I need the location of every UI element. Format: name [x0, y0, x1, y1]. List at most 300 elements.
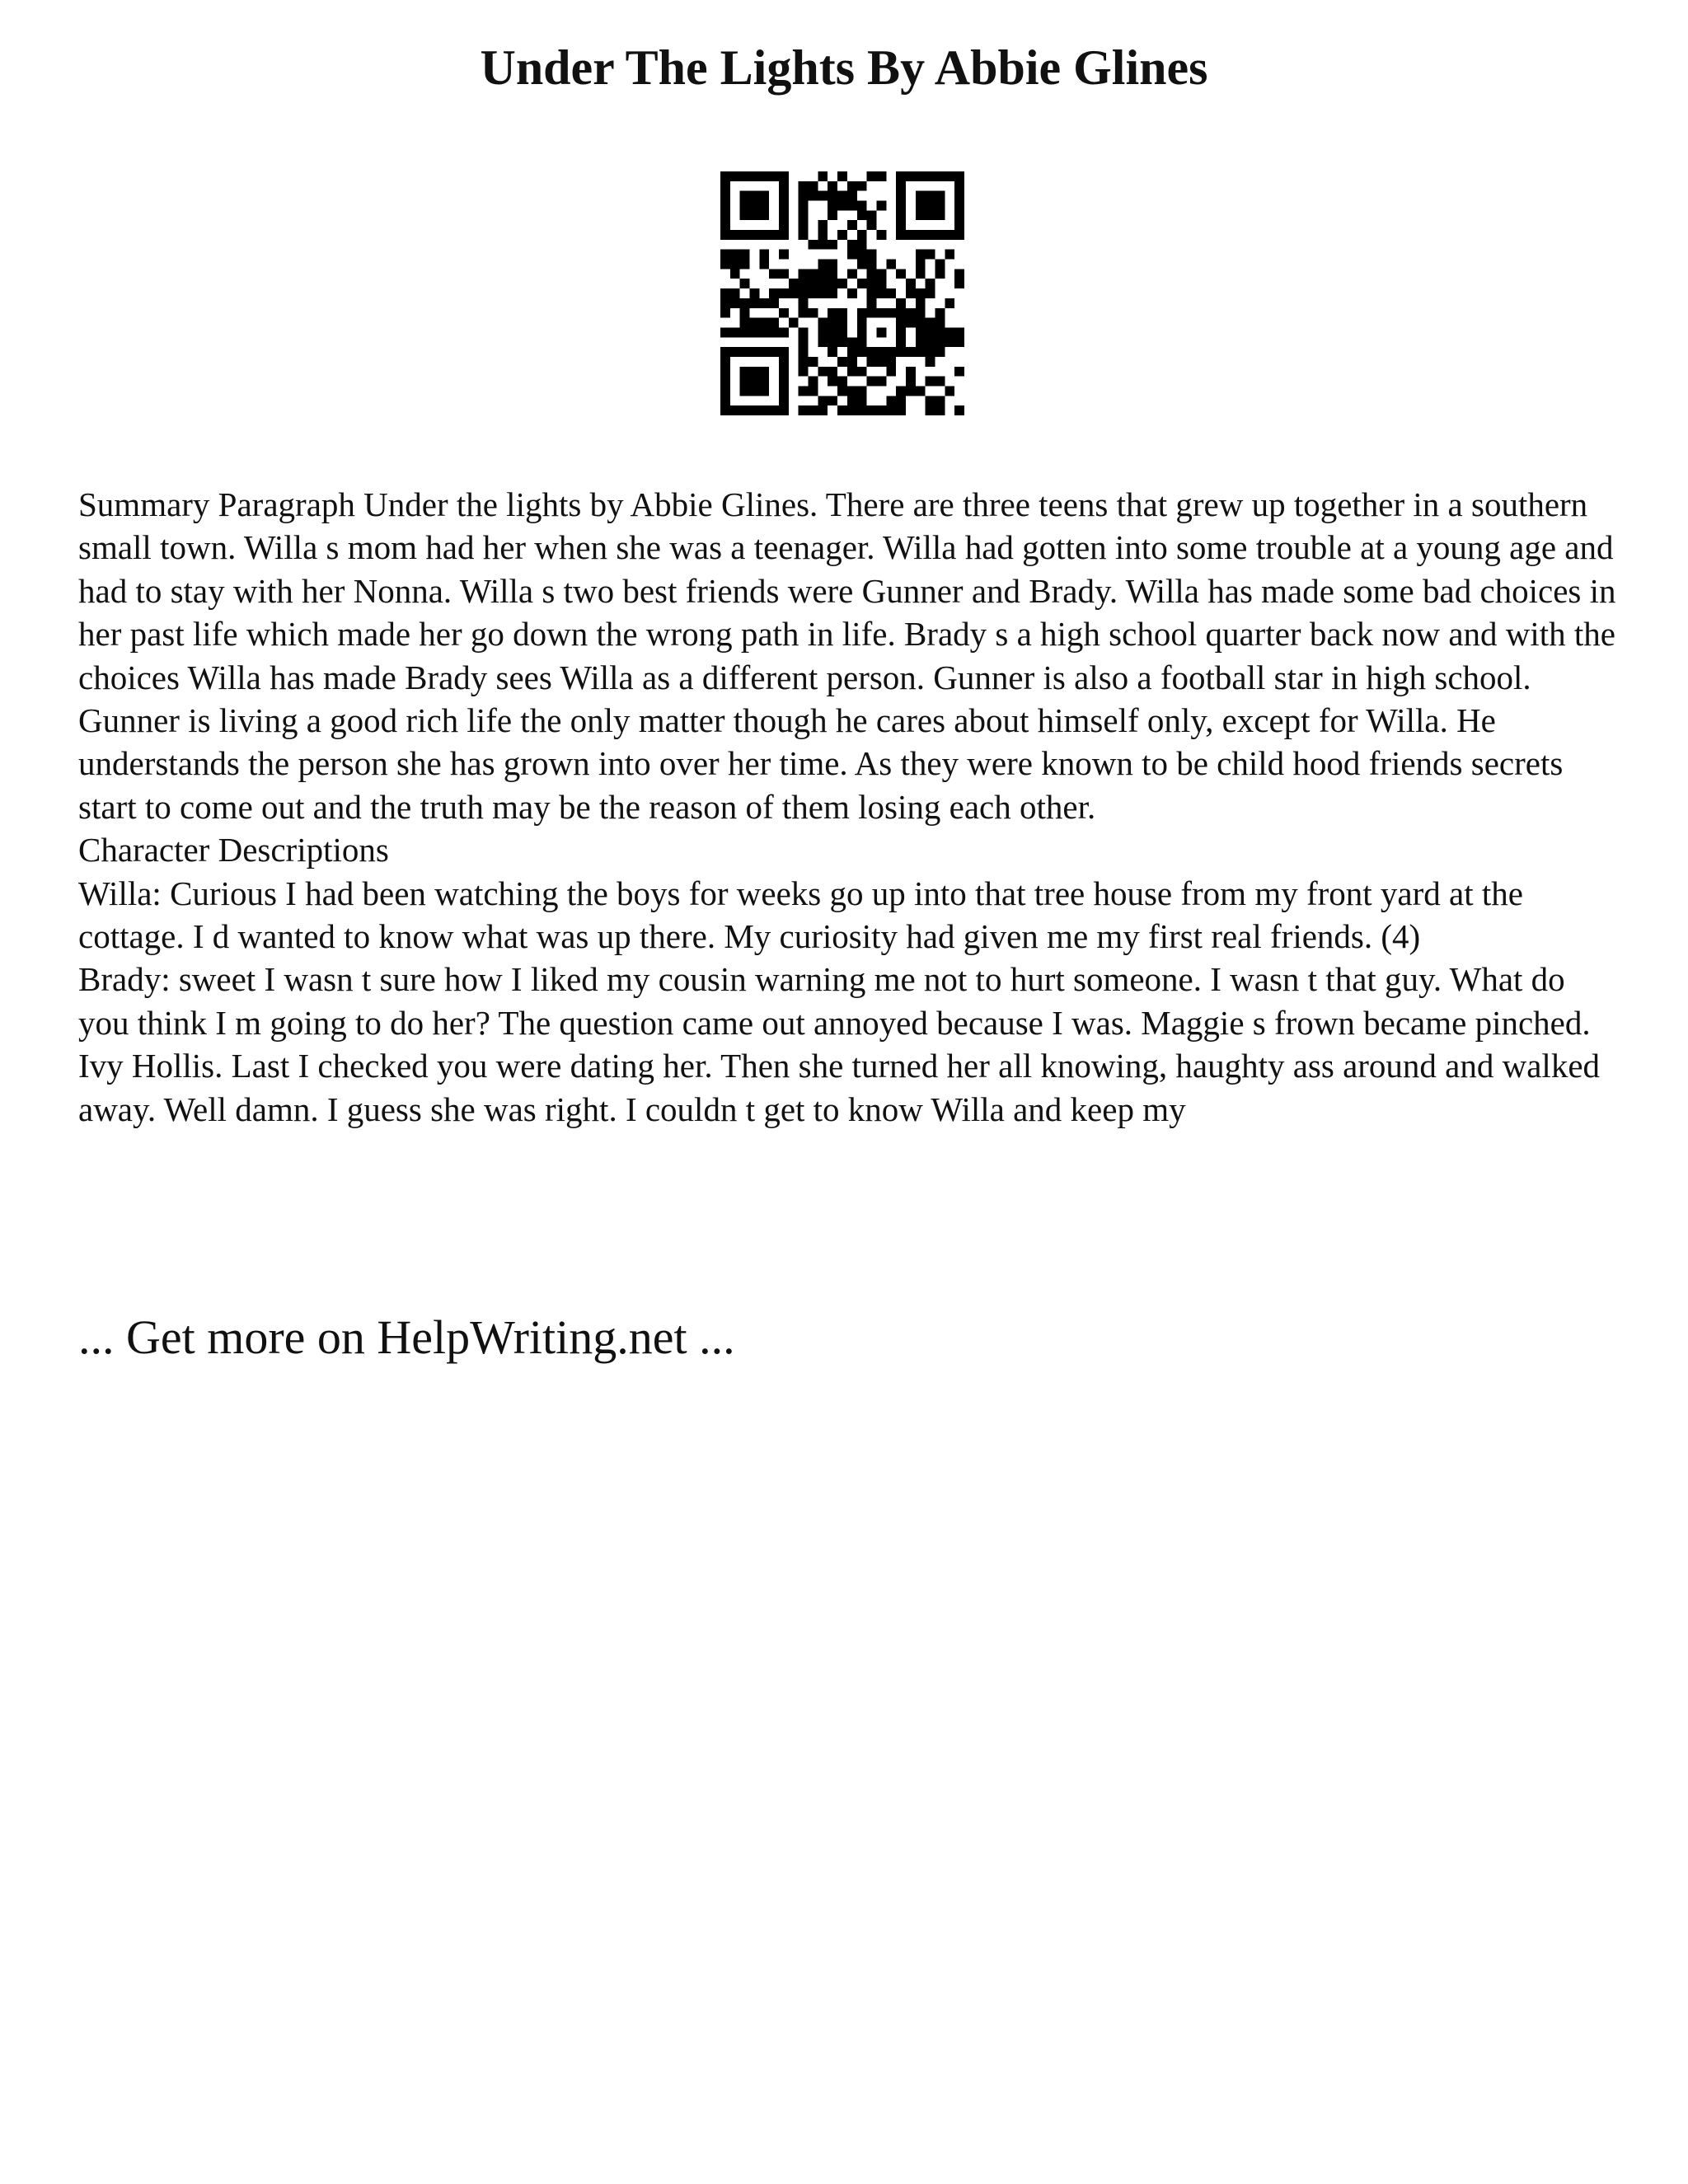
- qr-module: [867, 260, 877, 269]
- qr-module: [740, 201, 750, 211]
- qr-module: [720, 220, 730, 230]
- qr-module: [809, 181, 818, 191]
- qr-module: [847, 191, 857, 201]
- qr-module: [837, 377, 847, 387]
- qr-module: [896, 337, 906, 347]
- qr-module: [799, 308, 809, 318]
- qr-module: [896, 396, 906, 405]
- qr-module: [857, 318, 867, 328]
- qr-module: [896, 347, 906, 357]
- qr-module: [828, 288, 837, 298]
- qr-module: [935, 347, 945, 357]
- qr-module: [916, 269, 926, 279]
- qr-module: [809, 308, 818, 318]
- qr-module: [779, 386, 789, 396]
- qr-module: [847, 220, 857, 230]
- qr-module: [954, 220, 964, 230]
- qr-module: [809, 357, 818, 367]
- qr-module: [818, 230, 828, 240]
- qr-module: [730, 347, 740, 357]
- qr-module: [896, 220, 906, 230]
- qr-module: [886, 396, 896, 405]
- qr-module: [759, 171, 769, 181]
- qr-module: [750, 318, 760, 328]
- qr-module: [935, 327, 945, 337]
- qr-module: [818, 260, 828, 269]
- qr-module: [954, 269, 964, 279]
- qr-module: [837, 386, 847, 396]
- qr-module: [750, 298, 760, 308]
- qr-module: [867, 171, 877, 181]
- qr-module: [926, 210, 935, 220]
- qr-module: [896, 308, 906, 318]
- qr-module: [857, 230, 867, 240]
- qr-module: [828, 337, 837, 347]
- qr-module: [954, 367, 964, 377]
- qr-module: [818, 367, 828, 377]
- qr-module: [857, 250, 867, 260]
- qr-module: [720, 260, 730, 269]
- qr-module: [809, 386, 818, 396]
- qr-module: [945, 386, 954, 396]
- qr-module: [916, 386, 926, 396]
- qr-module: [916, 288, 926, 298]
- qr-module: [809, 279, 818, 288]
- qr-module: [750, 386, 760, 396]
- qr-module: [799, 269, 809, 279]
- qr-module: [935, 230, 945, 240]
- qr-module: [779, 347, 789, 357]
- qr-module: [886, 260, 896, 269]
- qr-module: [876, 269, 886, 279]
- qr-module: [799, 220, 809, 230]
- qr-module: [896, 171, 906, 181]
- qr-module: [926, 377, 935, 387]
- qr-module: [740, 171, 750, 181]
- qr-module: [896, 201, 906, 211]
- qr-module: [954, 210, 964, 220]
- qr-module: [857, 396, 867, 405]
- qr-module: [828, 240, 837, 250]
- qr-module: [750, 367, 760, 377]
- qr-module: [740, 230, 750, 240]
- qr-module: [799, 230, 809, 240]
- qr-module: [779, 367, 789, 377]
- qr-module: [750, 377, 760, 387]
- qr-module: [926, 279, 935, 288]
- qr-module: [916, 298, 926, 308]
- qr-module: [926, 347, 935, 357]
- qr-module: [916, 230, 926, 240]
- qr-module: [740, 308, 750, 318]
- qr-module: [809, 377, 818, 387]
- qr-module: [896, 298, 906, 308]
- qr-module: [759, 260, 769, 269]
- qr-module: [837, 201, 847, 211]
- qr-module: [847, 240, 857, 250]
- qr-module: [926, 191, 935, 201]
- qr-module: [799, 405, 809, 415]
- qr-module: [720, 201, 730, 211]
- qr-module: [740, 347, 750, 357]
- qr-module: [720, 191, 730, 201]
- qr-module: [779, 201, 789, 211]
- qr-module: [759, 367, 769, 377]
- qr-module: [769, 288, 779, 298]
- qr-module: [847, 396, 857, 405]
- qr-module: [876, 405, 886, 415]
- qr-module: [720, 308, 730, 318]
- qr-module: [857, 181, 867, 191]
- qr-module: [906, 279, 916, 288]
- qr-module: [720, 181, 730, 191]
- qr-module: [730, 171, 740, 181]
- qr-module: [916, 191, 926, 201]
- qr-module: [779, 181, 789, 191]
- qr-module: [857, 386, 867, 396]
- qr-module: [828, 279, 837, 288]
- qr-module: [818, 191, 828, 201]
- qr-module: [906, 288, 916, 298]
- qr-module: [759, 377, 769, 387]
- qr-module: [750, 405, 760, 415]
- qr-module: [935, 308, 945, 318]
- qr-module: [906, 308, 916, 318]
- qr-module: [935, 377, 945, 387]
- document-title: Under The Lights By Abbie Glines: [480, 40, 1208, 95]
- qr-module: [818, 318, 828, 328]
- qr-module: [759, 191, 769, 201]
- qr-module: [896, 191, 906, 201]
- qr-module: [799, 181, 809, 191]
- qr-module: [926, 201, 935, 211]
- qr-module: [876, 230, 886, 240]
- qr-module: [779, 327, 789, 337]
- qr-module: [818, 337, 828, 347]
- qr-module: [896, 230, 906, 240]
- qr-module: [759, 405, 769, 415]
- qr-module: [876, 308, 886, 318]
- qr-module: [750, 288, 760, 298]
- qr-module: [720, 210, 730, 220]
- qr-module: [809, 240, 818, 250]
- qr-code-icon: [720, 171, 964, 415]
- qr-module: [935, 191, 945, 201]
- qr-module: [896, 269, 906, 279]
- qr-module: [740, 298, 750, 308]
- qr-module: [876, 171, 886, 181]
- qr-module: [906, 347, 916, 357]
- qr-module: [720, 298, 730, 308]
- qr-module: [926, 250, 935, 260]
- qr-module: [926, 357, 935, 367]
- qr-module: [720, 405, 730, 415]
- qr-module: [730, 405, 740, 415]
- qr-module: [837, 308, 847, 318]
- qr-module: [896, 386, 906, 396]
- qr-module: [779, 405, 789, 415]
- qr-module: [935, 171, 945, 181]
- qr-module: [759, 210, 769, 220]
- qr-module: [720, 377, 730, 387]
- qr-module: [945, 250, 954, 260]
- qr-module: [945, 298, 954, 308]
- qr-module: [720, 230, 730, 240]
- qr-module: [926, 288, 935, 298]
- qr-module: [750, 201, 760, 211]
- qr-module: [779, 171, 789, 181]
- qr-module: [779, 396, 789, 405]
- qr-module: [828, 396, 837, 405]
- qr-module: [740, 260, 750, 269]
- qr-module: [847, 347, 857, 357]
- qr-module: [916, 327, 926, 337]
- qr-module: [828, 308, 837, 318]
- qr-module: [886, 357, 896, 367]
- qr-module: [847, 386, 857, 396]
- qr-module: [789, 318, 799, 328]
- qr-module: [769, 171, 779, 181]
- qr-module: [769, 230, 779, 240]
- qr-module: [730, 327, 740, 337]
- qr-module: [740, 377, 750, 387]
- qr-module: [730, 230, 740, 240]
- qr-module: [916, 210, 926, 220]
- qr-module: [906, 318, 916, 328]
- qr-module: [876, 279, 886, 288]
- qr-module: [954, 191, 964, 201]
- qr-module: [847, 201, 857, 211]
- qr-module: [750, 191, 760, 201]
- qr-module: [730, 298, 740, 308]
- qr-module: [954, 230, 964, 240]
- qr-module: [750, 171, 760, 181]
- qr-module: [720, 386, 730, 396]
- qr-module: [896, 210, 906, 220]
- qr-module: [818, 288, 828, 298]
- qr-module: [759, 347, 769, 357]
- qr-module: [837, 230, 847, 240]
- qr-module: [886, 308, 896, 318]
- qr-module: [759, 250, 769, 260]
- qr-module: [789, 279, 799, 288]
- qr-module: [896, 405, 906, 415]
- qr-module: [720, 367, 730, 377]
- qr-module: [779, 308, 789, 318]
- qr-module: [828, 367, 837, 377]
- qr-module: [789, 288, 799, 298]
- qr-module: [720, 171, 730, 181]
- qr-module: [818, 405, 828, 415]
- qr-module: [847, 357, 857, 367]
- qr-module: [740, 318, 750, 328]
- qr-module: [779, 191, 789, 201]
- qr-module: [886, 405, 896, 415]
- qr-module: [750, 347, 760, 357]
- qr-module: [779, 377, 789, 387]
- qr-module: [740, 250, 750, 260]
- qr-module: [730, 288, 740, 298]
- qr-module: [779, 250, 789, 260]
- qr-module: [954, 181, 964, 191]
- qr-module: [857, 367, 867, 377]
- qr-module: [906, 367, 916, 377]
- qr-module: [906, 386, 916, 396]
- qr-module: [759, 230, 769, 240]
- qr-module: [916, 260, 926, 269]
- qr-module: [828, 269, 837, 279]
- qr-module: [818, 171, 828, 181]
- qr-module: [809, 288, 818, 298]
- qr-module: [954, 171, 964, 181]
- qr-module: [799, 357, 809, 367]
- qr-module: [886, 367, 896, 377]
- qr-module: [857, 337, 867, 347]
- qr-module: [876, 377, 886, 387]
- qr-module: [837, 405, 847, 415]
- qr-module: [906, 377, 916, 387]
- qr-module: [720, 327, 730, 337]
- qr-module: [828, 210, 837, 220]
- qr-module: [935, 201, 945, 211]
- qr-module: [720, 347, 730, 357]
- qr-module: [759, 386, 769, 396]
- qr-module: [740, 386, 750, 396]
- qr-module: [837, 327, 847, 337]
- qr-module: [847, 250, 857, 260]
- qr-module: [857, 260, 867, 269]
- qr-module: [809, 269, 818, 279]
- qr-module: [867, 288, 877, 298]
- qr-module: [837, 337, 847, 347]
- qr-module: [750, 210, 760, 220]
- qr-module: [769, 327, 779, 337]
- qr-module: [799, 279, 809, 288]
- qr-module: [954, 201, 964, 211]
- qr-module: [935, 396, 945, 405]
- qr-module: [935, 337, 945, 347]
- qr-module: [769, 318, 779, 328]
- qr-module: [876, 201, 886, 211]
- qr-module: [779, 288, 789, 298]
- qr-module: [799, 191, 809, 201]
- qr-module: [916, 318, 926, 328]
- qr-module: [926, 396, 935, 405]
- qr-module: [857, 279, 867, 288]
- qr-module: [847, 367, 857, 377]
- qr-module: [828, 377, 837, 387]
- qr-module: [935, 269, 945, 279]
- qr-module: [876, 357, 886, 367]
- qr-module: [730, 250, 740, 260]
- document-body: [78, 483, 1620, 1131]
- qr-module: [926, 327, 935, 337]
- qr-module: [759, 318, 769, 328]
- qr-module: [828, 201, 837, 211]
- qr-module: [847, 288, 857, 298]
- qr-module: [916, 337, 926, 347]
- qr-module: [926, 318, 935, 328]
- qr-module: [740, 405, 750, 415]
- section-heading: Character Descriptions: [78, 831, 389, 869]
- qr-module: [867, 250, 877, 260]
- qr-module: [818, 240, 828, 250]
- qr-module: [818, 396, 828, 405]
- qr-module: [876, 288, 886, 298]
- qr-module: [818, 279, 828, 288]
- qr-module: [779, 220, 789, 230]
- qr-module: [828, 191, 837, 201]
- qr-module: [954, 337, 964, 347]
- qr-module: [926, 171, 935, 181]
- qr-module: [740, 210, 750, 220]
- qr-module: [799, 347, 809, 357]
- qr-module: [916, 171, 926, 181]
- qr-module: [867, 220, 877, 230]
- qr-module: [945, 230, 954, 240]
- qr-module: [954, 405, 964, 415]
- qr-module: [847, 405, 857, 415]
- get-more-link[interactable]: ... Get more on HelpWriting.net ...: [78, 1310, 735, 1364]
- qr-module: [759, 201, 769, 211]
- qr-module: [799, 288, 809, 298]
- qr-module: [857, 405, 867, 415]
- qr-module: [837, 191, 847, 201]
- qr-module: [867, 357, 877, 367]
- qr-module: [867, 347, 877, 357]
- qr-module: [809, 405, 818, 415]
- qr-module: [916, 250, 926, 260]
- qr-module: [730, 269, 740, 279]
- qr-module: [818, 327, 828, 337]
- qr-module: [769, 347, 779, 357]
- qr-module: [750, 327, 760, 337]
- qr-module: [779, 357, 789, 367]
- qr-module: [740, 367, 750, 377]
- qr-module: [799, 201, 809, 211]
- qr-module: [837, 318, 847, 328]
- qr-module: [945, 171, 954, 181]
- qr-module: [954, 279, 964, 288]
- qr-module: [740, 279, 750, 288]
- qr-module: [818, 269, 828, 279]
- qr-module: [886, 347, 896, 357]
- qr-module: [828, 327, 837, 337]
- qr-module: [828, 181, 837, 191]
- qr-module: [779, 269, 789, 279]
- qr-module: [740, 327, 750, 337]
- qr-module: [828, 318, 837, 328]
- qr-module: [896, 181, 906, 191]
- qr-module: [857, 347, 867, 357]
- qr-module: [867, 298, 877, 308]
- summary-paragraph: Summary Paragraph Under the lights by Abbie Glines. There are three teens that grew up together in a southern small town. Willa s mom had her when she was a teenager. Willa had gotten into some trouble at a young age and had to stay with her Nonna. Willa s two best friends were Gunner and Brady. Willa has made some bad choices in her past life which made her go down the wrong path in life. Brady s a high school quarter back now and with the choices Willa has made Brady sees Willa as a different person. Gunner is also a football star in high school. Gunner is living a good rich life the only matter though he cares about himself only, except for Willa. He understands the person she has grown into over her time. As they were known to be child hood friends secrets start to come out and the truth may be the reason of them losing each other.: [78, 485, 1616, 826]
- qr-module: [779, 210, 789, 220]
- qr-module: [837, 357, 847, 367]
- qr-module: [799, 327, 809, 337]
- qr-module: [759, 298, 769, 308]
- qr-module: [769, 269, 779, 279]
- qr-module: [837, 171, 847, 181]
- qr-module: [730, 260, 740, 269]
- qr-module: [740, 191, 750, 201]
- qr-module: [857, 201, 867, 211]
- qr-module: [847, 181, 857, 191]
- qr-module: [867, 279, 877, 288]
- qr-module: [799, 337, 809, 347]
- qr-module: [926, 405, 935, 415]
- qr-module: [945, 337, 954, 347]
